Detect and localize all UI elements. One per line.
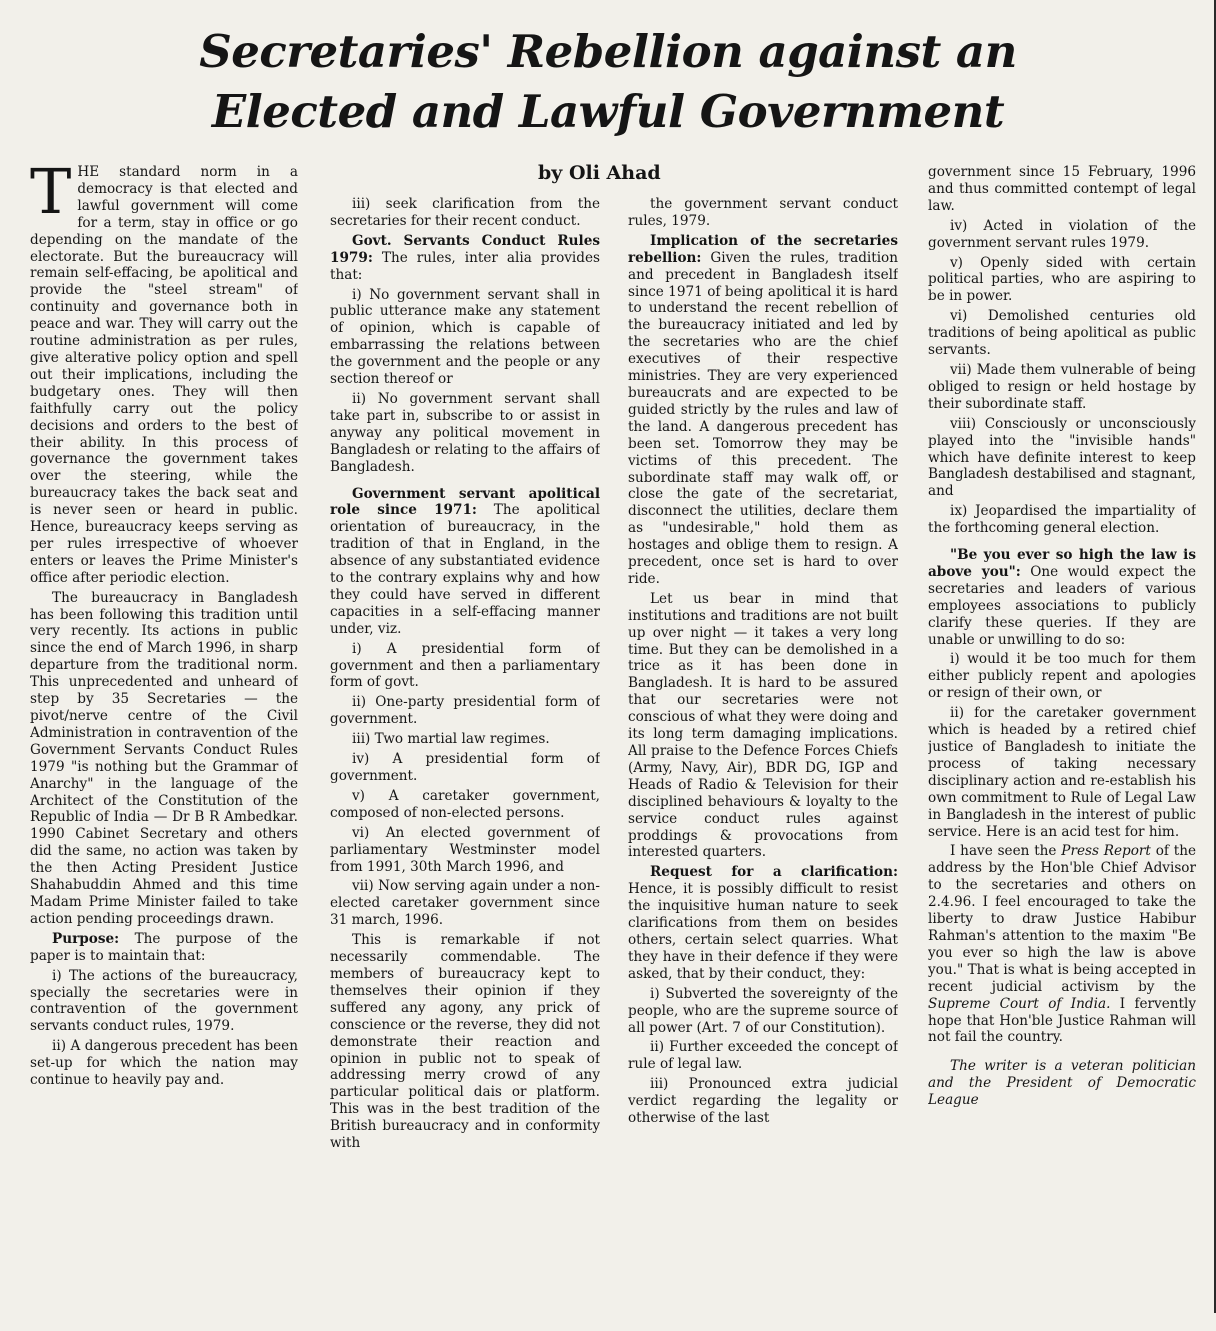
paragraph: This is remarkable if not necessarily commendable. The members of bureaucracy kept to themselves their opinion if they suffered any agony, any prick of conscience or the reverse, they did not demonstrate their reaction and opinion in public not to speak of addressing merry crowd of any particular political dais or platform. This was in the best tradition of the British bureaucracy and in conformity with — [330, 932, 600, 1152]
byline: by Oli Ahad — [538, 162, 661, 184]
column-4 — [928, 164, 1196, 1299]
paragraph: Purpose: The purpose of the paper is to maintain that: — [30, 930, 298, 964]
section-heading: Govt. Servants Conduct Rules 1979: — [330, 232, 600, 266]
list-item: ix) Jeopardised the impartiality of the forthcoming general election. — [928, 503, 1196, 537]
column-3 — [628, 196, 898, 1331]
list-item: ii) One-party presidential form of government. — [330, 694, 600, 728]
list-item: i) No government servant shall in public utterance make any statement of opinion, which is capable of embarrassing the relations between the government and the people or any section thereof or — [330, 286, 600, 388]
list-item: vii) Made them vulnerable of being obliged to resign or held hostage by their subordinate staff. — [928, 361, 1196, 412]
list-item: vii) Now serving again under a non-elected caretaker government since 31 march, 1996. — [330, 878, 600, 929]
list-item: iii) seek clarification from the secretaries for their recent conduct. — [330, 196, 600, 229]
list-item: i) A presidential form of government and then a parliamentary form of govt. — [330, 640, 600, 691]
paragraph: "Be you ever so high the law is above you": One would expect the secretaries and leaders of various employees associations to publicly clarify these queries. If they are unable or unwilling to do so: — [928, 547, 1196, 648]
section-heading: Request for a clarification: — [650, 864, 898, 881]
paragraph: the government servant conduct rules, 1979. — [628, 196, 898, 229]
drop-cap: T — [30, 164, 72, 228]
list-item: vi) An elected government of parliamentary Westminster model from 1991, 30th March 1996, and — [330, 824, 600, 875]
list-item: i) The actions of the bureaucracy, specially the secretaries were in contravention of the government servants conduct rules, 1979. — [30, 967, 298, 1035]
headline-line-1: Secretaries' Rebellion against an — [199, 25, 1017, 78]
list-item: ii) A dangerous precedent has been set-up for which the nation may continue to heavily pay and. — [30, 1038, 298, 1089]
paragraph: Govt. Servants Conduct Rules 1979: The rules, inter alia provides that: — [330, 232, 600, 283]
author-note: The writer is a veteran politician and the President of Democratic League — [928, 1058, 1196, 1109]
list-item: vi) Demolished centuries old traditions of being apolitical as public servants. — [928, 308, 1196, 359]
paragraph: Let us bear in mind that institutions and traditions are not built up over night — it takes a very long time. But they can be demolished in a trice as it has been done in Bangladesh. It is hard to be assured that our secretaries were not conscious of what they were doing and its long term damaging implications. All praise to the Defence Forces Chiefs (Army, Navy, Air), BDR DG, IGP and Heads of Radio & Television for their disciplined behaviours & loyalty to the service conduct rules against proddings & provocations from interested quarters. — [628, 590, 898, 861]
list-item: i) Subverted the sovereignty of the people, who are the supreme source of all power (Art. 7 of our Constitution). — [628, 985, 898, 1036]
list-item: ii) for the caretaker government which is headed by a retired chief justice of Bangladesh to initiate the process of taking necessary disciplinary action and re-establish his own commitment to Rule of Legal Law in Bangladesh in the interest of public service. Here is an acid test for him. — [928, 705, 1196, 840]
paragraph: Implication of the secretaries rebellion: Given the rules, tradition and precedent in Bangladesh itself since 1971 of being apolitical it is hard to understand the recent rebellion of the bureaucracy initiated and led by the secretaries who are the chief executives of their respective ministries. They are very experienced bureaucrats and are expected to be guided strictly by the rules and law of the land. A dangerous precedent has been set. Tomorrow they may be victims of this precedent. The subordinate staff may walk off, or close the gate of the secretariat, disconnect the utilities, declare them as "undesirable," hold them as hostages and oblige them to resign. A precedent, once set is hard to over ride. — [628, 232, 898, 587]
paragraph: Government servant apolitical role since 1971: The apolitical orientation of bureaucracy, in the tradition of that in England, in the absence of any substantiated evidence to the contrary explains why and how they could have served in different capacities in a self-effacing manner under, viz. — [330, 485, 600, 637]
list-item: iv) A presidential form of government. — [330, 751, 600, 784]
paragraph: I have seen the Press Report of the address by the Hon'ble Chief Advisor to the secretaries and others on 2.4.96. I feel encouraged to take the liberty to draw Justice Habibur Rahman's attention to the maxim "Be you ever so high the law is above you." That is what is being accepted in recent judicial activism by the Supreme Court of India. I fervently hope that Hon'ble Justice Rahman will not fail the country. — [928, 843, 1196, 1046]
column-1 — [30, 164, 298, 1299]
headline-line-2: Elected and Lawful Government — [211, 85, 1005, 138]
paragraph: THE standard norm in a democracy is that elected and lawful government will come for a term, stay in office or go depending on the mandate of the electorate. But the bureaucracy will remain self-effacing, be apolitical and provide the "steel stream" of continuity and governance both in peace and war. They will carry out the routine administration as per rules, give alterative policy option and spell out their implications, including the budgetary ones. They will then faithfully carry out the policy decisions and orders to the best of their ability. In this process of governance the government takes over the steering, while the bureaucracy takes the back seat and is never seen or heard in public. Hence, bureaucracy keeps serving as per rules irrespective of whoever enters or leaves the Prime Minister's office after periodic election. — [30, 164, 298, 586]
column-2 — [330, 196, 600, 1331]
article-headline — [0, 22, 1216, 142]
paragraph: government since 15 February, 1996 and thus committed contempt of legal law. — [928, 164, 1196, 214]
section-heading: Purpose: — [52, 930, 120, 947]
list-item: iii) Two martial law regimes. — [352, 731, 550, 748]
paragraph: The bureaucracy in Bangladesh has been following this tradition until very recently. Its actions in public since the end of March 1996, in sharp departure from the traditional norm. This unprecedented and unheard of step by 35 Secretaries — the pivot/nerve centre of the Civil Administration in contravention of the Government Servants Conduct Rules 1979 "is nothing but the Grammar of Anarchy" in the language of the Architect of the Constitution of the Republic of India — Dr B R Ambedkar. 1990 Cabinet Secretary and others did the same, no action was taken by the then Acting President Justice Shahabuddin Ahmed and this time Madam Prime Minister failed to take action pending proceedings drawn. — [30, 589, 298, 927]
list-item: iii) Pronounced extra judicial verdict regarding the legality or otherwise of the last — [628, 1076, 898, 1127]
list-item: ii) No government servant shall take part in, subscribe to or assist in anyway any political movement in Bangladesh or relating to the affairs of Bangladesh. — [330, 390, 600, 475]
list-item: v) Openly sided with certain political parties, who are aspiring to be in power. — [928, 254, 1196, 305]
paragraph: Request for a clarification: Hence, it is possibly difficult to resist the inquisitive human nature to seek clarifications from them on besides others, certain select quarries. What they have in their defence if they were asked, that by their conduct, they: — [628, 864, 898, 982]
list-item: viii) Consciously or unconsciously played into the "invisible hands" which have definite interest to keep Bangladesh destabilised and stagnant, and — [928, 415, 1196, 500]
section-heading: Government servant apolitical role since 1971: — [330, 485, 600, 519]
section-heading: "Be you ever so high the law is above you": — [928, 547, 1196, 580]
list-item: i) would it be too much for them either publicly repent and apologies or resign of their own, or — [928, 651, 1196, 702]
section-heading: Implication of the secretaries rebellion: — [628, 232, 898, 266]
list-item: iv) Acted in violation of the government servant rules 1979. — [928, 217, 1196, 251]
list-item: ii) Further exceeded the concept of rule of legal law. — [628, 1039, 898, 1073]
list-item: v) A caretaker government, composed of non-elected persons. — [330, 787, 600, 821]
